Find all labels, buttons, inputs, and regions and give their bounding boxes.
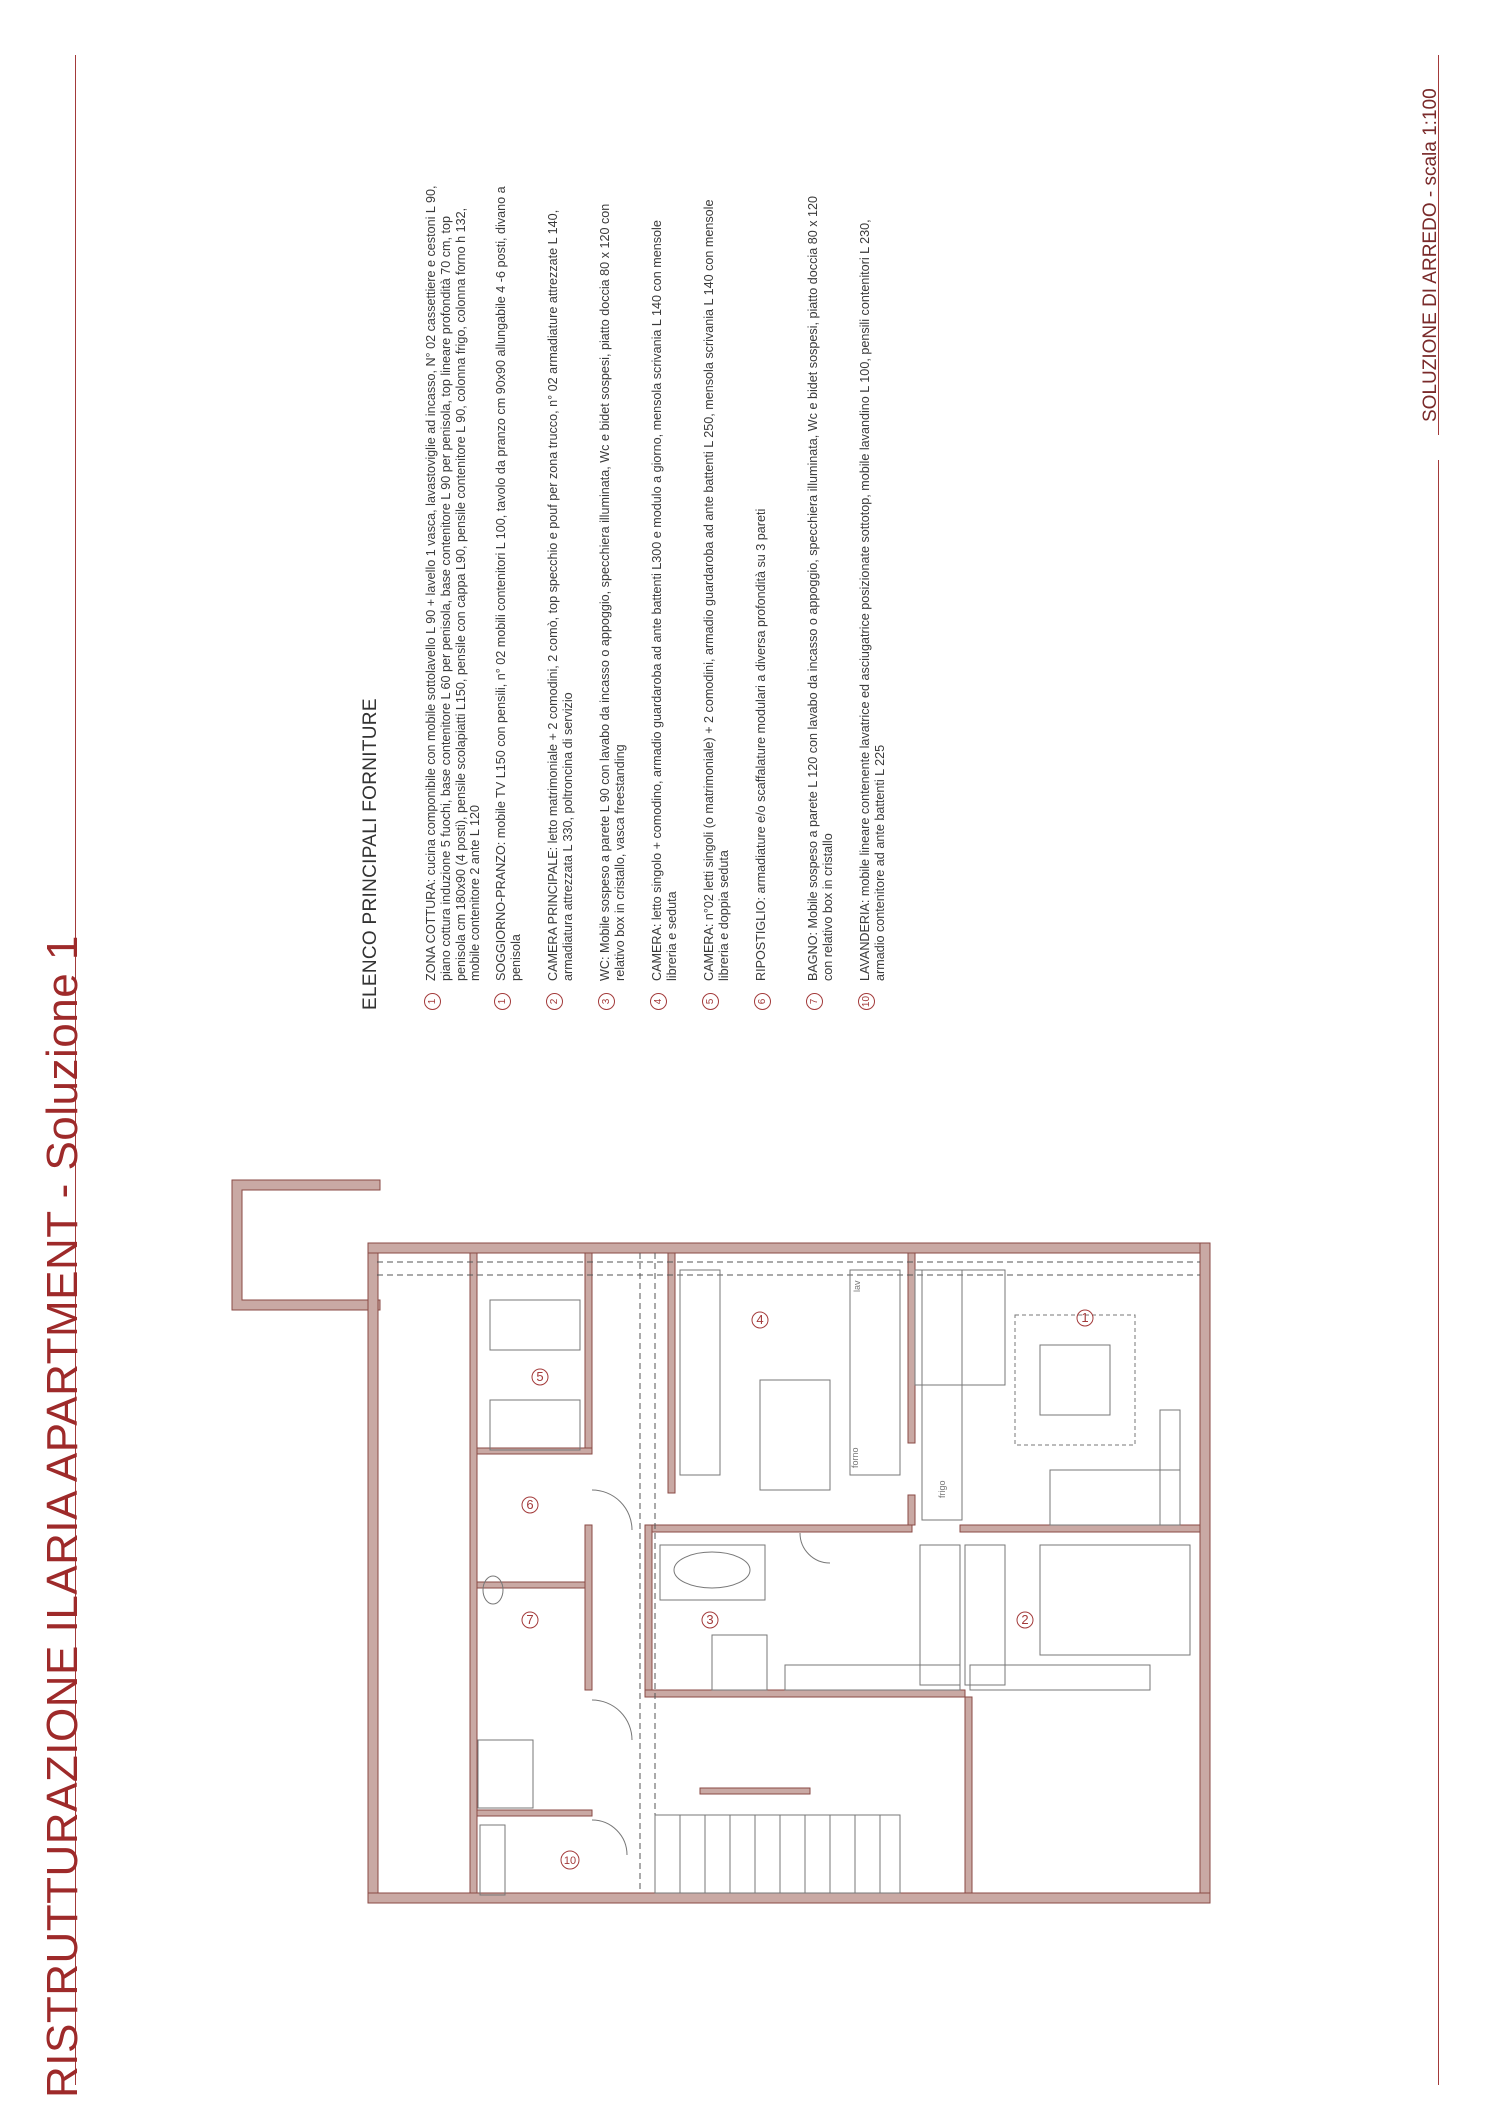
bed-outline <box>760 1380 830 1490</box>
room-labels <box>522 1310 1093 1869</box>
interior-wall <box>477 1810 592 1816</box>
fixture-label-lav: lav <box>852 1280 862 1292</box>
legend-number-badge: 2 <box>546 993 563 1010</box>
interior-wall <box>908 1253 915 1443</box>
room-label-3: 3 <box>706 1612 714 1627</box>
scale-caption: SOLUZIONE DI ARREDO - scala 1:100 <box>1420 88 1441 422</box>
door-swing <box>592 1490 632 1530</box>
room-label-10: 10 <box>563 1855 577 1867</box>
legend-item-text: ZONA COTTURA: cucina componibile con mobile sottolavello L 90 + lavello 1 vasca, lavastoviglie ad incasso, N° 02 cassettiere e cestoni L 90, piano cottura induzione 5 fuochi, base contenitore L 60 per penisola, base contenitore L 90 per penisola, top lineare profondità 70 cm, top penisola cm 180x90 (4 posti), pensile scolapiatti L150, pensile con cappa L90, pensile contenitore L 90, colonna frigo, colonna forno h 132, mobile contenitore 2 ante L 120 <box>424 185 483 981</box>
legend-title: ELENCO PRINCIPALI FORNITURE <box>360 698 381 1010</box>
exterior-wall-right <box>1200 1243 1210 1903</box>
legend-item-text: RIPOSTIGLIO: armadiature e/o scaffalature modulari a diversa profondità su 3 pareti <box>754 508 768 981</box>
shower-tray-outline <box>478 1740 533 1808</box>
fixture-label-frigo: frigo <box>937 1480 947 1498</box>
stairs-outline <box>655 1815 900 1893</box>
washbasin-outline <box>483 1576 503 1604</box>
interior-wall <box>585 1525 592 1690</box>
exterior-wall-left <box>368 1243 378 1903</box>
room-label-4: 4 <box>756 1312 764 1327</box>
bed-outline <box>490 1300 580 1350</box>
room-label-2: 2 <box>1021 1612 1029 1627</box>
legend-number-badge: 3 <box>598 993 615 1010</box>
kitchen-island-outline <box>915 1270 1005 1385</box>
interior-wall <box>470 1253 477 1893</box>
sofa-outline <box>1160 1410 1180 1525</box>
interior-wall <box>668 1253 675 1493</box>
wardrobe-outline <box>965 1545 1005 1685</box>
legend-number-badge: 1 <box>494 993 511 1010</box>
room-label-6: 6 <box>526 1497 534 1512</box>
kitchen-counter-outline <box>850 1270 900 1475</box>
interior-wall <box>645 1690 965 1697</box>
wardrobe-outline <box>680 1270 720 1475</box>
dining-table-outline <box>1040 1345 1110 1415</box>
interior-wall <box>477 1448 592 1454</box>
exterior-wall-top <box>368 1243 1210 1253</box>
balcony-wall <box>232 1180 380 1310</box>
wardrobe-outline <box>785 1665 960 1690</box>
interior-wall <box>645 1525 652 1695</box>
bed-outline <box>1040 1545 1190 1655</box>
door-swing <box>592 1820 627 1855</box>
room-label-1: 1 <box>1081 1310 1089 1325</box>
room-label-5: 5 <box>536 1369 544 1384</box>
wardrobe-outline <box>970 1665 1150 1690</box>
legend-number-badge: 10 <box>858 993 875 1010</box>
shower-tray-outline <box>712 1635 767 1690</box>
legend-number-badge: 1 <box>424 993 441 1010</box>
door-swing <box>800 1533 830 1563</box>
interior-wall <box>700 1788 810 1794</box>
room-label-texts <box>526 1280 1088 1867</box>
interior-wall <box>585 1253 592 1448</box>
interior-wall <box>908 1495 915 1525</box>
dining-table-extension-outline <box>1015 1315 1135 1445</box>
legend-item-text: SOGGIORNO-PRANZO: mobile TV L150 con pensili, n° 02 mobili contenitori L 100, tavolo da pranzo cm 90x90 allungabile 4 -6 posti, divano a penisola <box>494 186 523 981</box>
bed-outline <box>490 1400 580 1450</box>
laundry-counter-outline <box>480 1825 505 1895</box>
legend-item-text: WC: Mobile sospeso a parete L 90 con lavabo da incasso o appoggio, specchiera illuminata, Wc e bidet sospesi, piatto doccia 80 x 120 con relativo box in cristallo, vasca freestanding <box>598 203 627 981</box>
bathtub-outline <box>674 1552 750 1588</box>
fixture-label-forno: forno <box>850 1447 860 1468</box>
legend-item-text: CAMERA PRINCIPALE: letto matrimoniale + 2 comodini, 2 comò, top specchio e pouf per zona trucco, n° 02 armadiature attrezzate L 140, armadiatura attrezzata L 330, poltroncina di servizio <box>546 209 575 981</box>
room-label-7: 7 <box>526 1612 534 1627</box>
page-title: RISTRUTTURAZIONE ILARIA APARTMENT - Soluzione 1 <box>38 935 87 2098</box>
plan-walls <box>232 1180 1210 1903</box>
legend-item-text: CAMERA: n°02 letti singoli (o matrimoniale) + 2 comodini, armadio guardaroba ad ante battenti L 250, mensola scrivania L 140 con mensole libreria e doppia seduta <box>702 199 731 981</box>
interior-wall <box>477 1582 592 1588</box>
legend-number-badge: 7 <box>806 993 823 1010</box>
interior-wall <box>965 1697 972 1893</box>
wardrobe-outline <box>920 1545 960 1685</box>
legend-item-text: LAVANDERIA: mobile lineare contenente lavatrice ed asciugatrice posizionate sottotop, mobile lavandino L 100, pensili contenitori L 230, armadio contenitore ad ante battenti L 225 <box>858 219 887 981</box>
legend-number-badge: 6 <box>754 993 771 1010</box>
legend-item-text: CAMERA: letto singolo + comodino, armadio guardaroba ad ante battenti L300 e modulo a giorno, mensola scrivania L 140 con mensole libreria e seduta <box>650 220 679 981</box>
door-swing <box>592 1700 632 1740</box>
dashed-lines <box>377 1253 1200 1893</box>
legend-number-badge: 4 <box>650 993 667 1010</box>
interior-wall <box>960 1525 1200 1532</box>
interior-wall <box>652 1525 912 1532</box>
legend-number-badge: 5 <box>702 993 719 1010</box>
legend-item-text: BAGNO: Mobile sospeso a parete L 120 con lavabo da incasso o appoggio, specchiera illuminata, Wc e bidet sospesi, piatto doccia 80 x 120 con relativo box in cristallo <box>806 195 835 981</box>
